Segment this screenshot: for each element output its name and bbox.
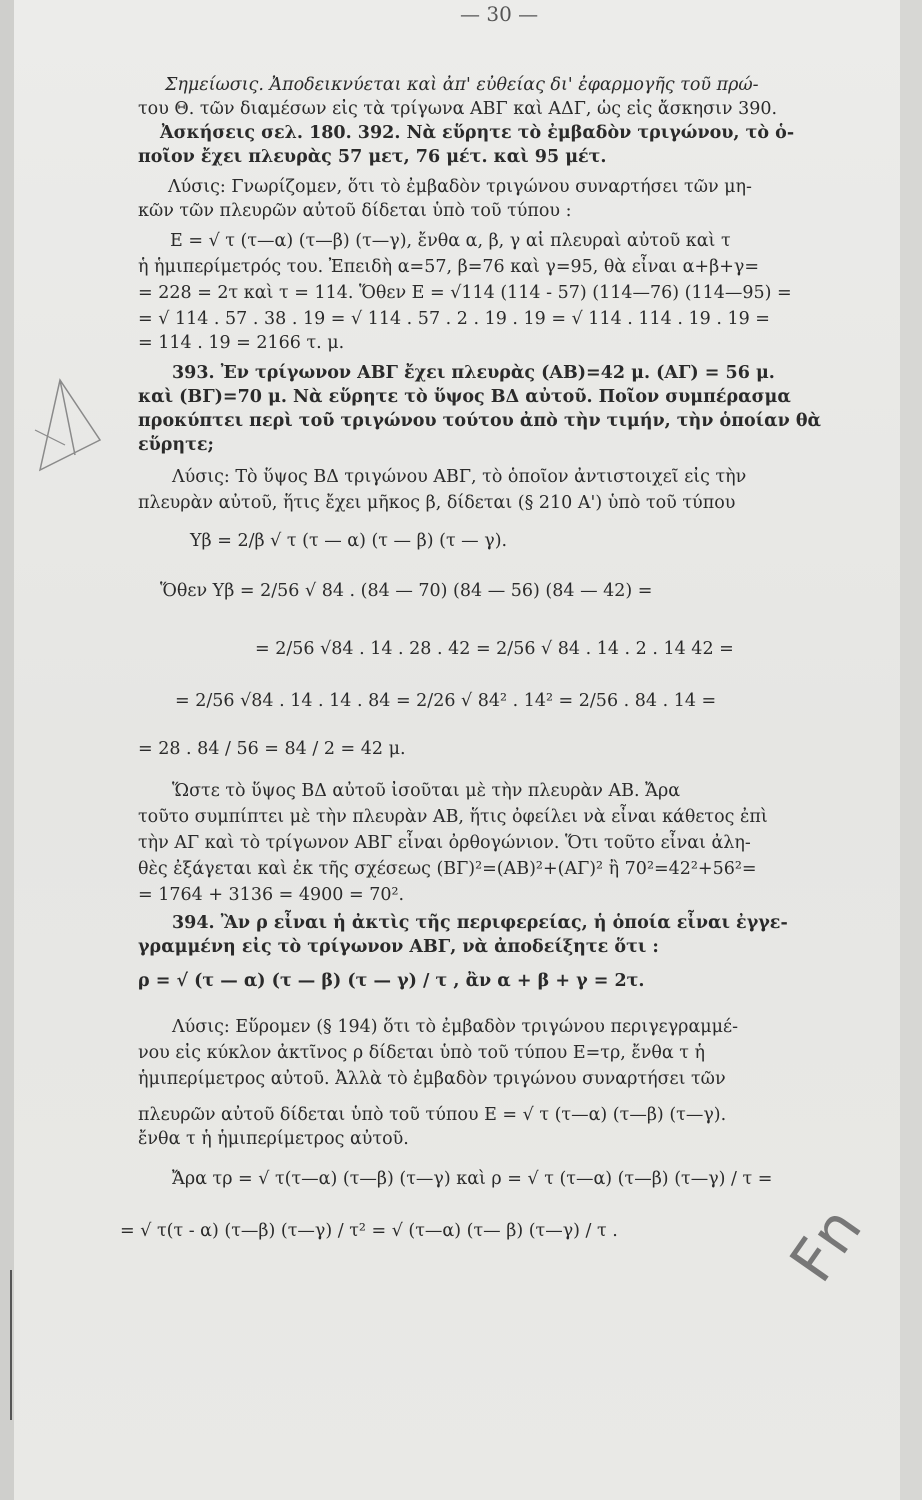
note-line-2: του Θ. τῶν διαμέσων εἰς τὰ τρίγωνα ΑΒΓ καὶ ΑΔΓ, ὡς εἰς ἄσκησιν 390.: [138, 99, 778, 119]
height-formula: Υβ = 2/β √ τ (τ — α) (τ — β) (τ — γ).: [190, 531, 508, 551]
height-calc-2: = 2/56 √84 . 14 . 28 . 42 = 2/56 √ 84 . 14 . 2 . 14 42 =: [255, 639, 734, 659]
exercise-392-line-1: Ἀσκήσεις σελ. 180. 392. Νὰ εὕρητε τὸ ἐμβαδὸν τριγώνου, τὸ ὁ-: [160, 123, 795, 143]
exercise-392-line-2: ποῖον ἔχει πλευρὰς 57 μετ, 76 μέτ. καὶ 95 μέτ.: [138, 147, 607, 167]
exercise-393-line-1: 393. Ἐν τρίγωνον ΑΒΓ ἔχει πλευρὰς (ΑΒ)=42 μ. (ΑΓ) = 56 μ.: [172, 363, 775, 383]
solution-394-line-3: ἡμιπερίμετρος αὐτοῦ. Ἀλλὰ τὸ ἐμβαδὸν τριγώνου συναρτήσει τῶν: [138, 1069, 726, 1089]
pencil-initials: Fn: [776, 1195, 876, 1295]
conclusion-393-line-4: θὲς ἐξάγεται καὶ ἐκ τῆς σχέσεως (ΒΓ)²=(ΑΒ)²+(ΑΓ)² ἢ 70²=42²+56²=: [138, 859, 757, 879]
solution-393-line-1: Λύσις: Τὸ ὕψος ΒΔ τριγώνου ΑΒΓ, τὸ ὁποῖον ἀντιστοιχεῖ εἰς τὴν: [172, 467, 747, 487]
solution-393-line-2: πλευρὰν αὐτοῦ, ἥτις ἔχει μῆκος β, δίδεται (§ 210 Α') ὑπὸ τοῦ τύπου: [138, 493, 736, 513]
pencil-triangle-sketch: [20, 370, 110, 490]
exercise-394-line-1: 394. Ἂν ρ εἶναι ἡ ἀκτὶς τῆς περιφερείας, ἡ ὁποία εἶναι ἐγγε-: [172, 913, 788, 933]
conclusion-393-line-5: = 1764 + 3136 = 4900 = 70².: [138, 885, 405, 905]
solution-392-line-6: = √ 114 . 57 . 38 . 19 = √ 114 . 57 . 2 . 19 . 19 = √ 114 . 114 . 19 . 19 =: [138, 309, 770, 329]
solution-394-line-5: ἔνθα τ ἡ ἡμιπερίμετρος αὐτοῦ.: [138, 1129, 409, 1149]
exercise-393-line-4: εὕρητε;: [138, 435, 215, 455]
solution-392-result: = 114 . 19 = 2166 τ. μ.: [138, 333, 345, 353]
solution-394-line-4: πλευρῶν αὐτοῦ δίδεται ὑπὸ τοῦ τύπου Ε = √ τ (τ—α) (τ—β) (τ—γ).: [138, 1105, 727, 1125]
conclusion-393-line-1: Ὥστε τὸ ὕψος ΒΔ αὐτοῦ ἰσοῦται μὲ τὴν πλευρὰν ΑΒ. Ἄρα: [172, 781, 681, 801]
height-calc-1: Ὅθεν Υβ = 2/56 √ 84 . (84 — 70) (84 — 56) (84 — 42) =: [160, 581, 653, 601]
page-number: — 30 —: [460, 2, 539, 26]
solution-392-line-5: = 228 = 2τ καὶ τ = 114. Ὅθεν Ε = √114 (114 - 57) (114—76) (114—95) =: [138, 283, 792, 303]
margin-pencil-mark: [10, 1270, 12, 1420]
note-line-1: Σημείωσις. Ἀποδεικνύεται καὶ ἀπ' εὐθείας δι' ἐφαρμογῆς τοῦ πρώ-: [165, 75, 759, 95]
right-margin-edge: [900, 0, 922, 1500]
solution-394-line-2: νου εἰς κύκλον ἀκτῖνος ρ δίδεται ὑπὸ τοῦ τύπου Ε=τρ, ἔνθα τ ἡ: [138, 1043, 706, 1063]
solution-394-line-1: Λύσις: Εὕρομεν (§ 194) ὅτι τὸ ἐμβαδὸν τριγώνου περιγεγραμμέ-: [172, 1017, 739, 1037]
solution-392-line-1: Λύσις: Γνωρίζομεν, ὅτι τὸ ἐμβαδὸν τριγώνου συναρτήσει τῶν μη-: [168, 177, 752, 197]
solution-394-line-6: Ἄρα τρ = √ τ(τ—α) (τ—β) (τ—γ) καὶ ρ = √ τ (τ—α) (τ—β) (τ—γ) / τ =: [172, 1169, 773, 1189]
inradius-formula: ρ = √ (τ — α) (τ — β) (τ — γ) / τ , ἂν α + β + γ = 2τ.: [138, 971, 645, 991]
exercise-393-line-2: καὶ (ΒΓ)=70 μ. Νὰ εὕρητε τὸ ὕψος ΒΔ αὐτοῦ. Ποῖον συμπέρασμα: [138, 387, 791, 407]
height-calc-4: = 28 . 84 / 56 = 84 / 2 = 42 μ.: [138, 739, 406, 759]
heron-formula-line: Ε = √ τ (τ—α) (τ—β) (τ—γ), ἔνθα α, β, γ αἱ πλευραὶ αὐτοῦ καὶ τ: [170, 231, 731, 251]
conclusion-393-line-3: τὴν ΑΓ καὶ τὸ τρίγωνον ΑΒΓ εἶναι ὀρθογώνιον. Ὅτι τοῦτο εἶναι ἀλη-: [138, 833, 751, 853]
exercise-394-line-2: γραμμένη εἰς τὸ τρίγωνον ΑΒΓ, νὰ ἀποδείξητε ὅτι :: [138, 937, 659, 957]
solution-394-line-7: = √ τ(τ - α) (τ—β) (τ—γ) / τ² = √ (τ—α) (τ— β) (τ—γ) / τ .: [120, 1221, 618, 1241]
height-calc-3: = 2/56 √84 . 14 . 14 . 84 = 2/26 √ 84² . 14² = 2/56 . 84 . 14 =: [175, 691, 717, 711]
solution-392-line-2: κῶν τῶν πλευρῶν αὐτοῦ δίδεται ὑπὸ τοῦ τύπου :: [138, 201, 572, 221]
solution-392-line-4: ἡ ἡμιπερίμετρός του. Ἐπειδὴ α=57, β=76 καὶ γ=95, θὰ εἶναι α+β+γ=: [138, 257, 760, 277]
conclusion-393-line-2: τοῦτο συμπίπτει μὲ τὴν πλευρὰν ΑΒ, ἥτις ὀφείλει νὰ εἶναι κάθετος ἐπὶ: [138, 807, 768, 827]
exercise-393-line-3: προκύπτει περὶ τοῦ τριγώνου τούτου ἀπὸ τὴν τιμήν, τὴν ὁποίαν θὰ: [138, 411, 821, 431]
